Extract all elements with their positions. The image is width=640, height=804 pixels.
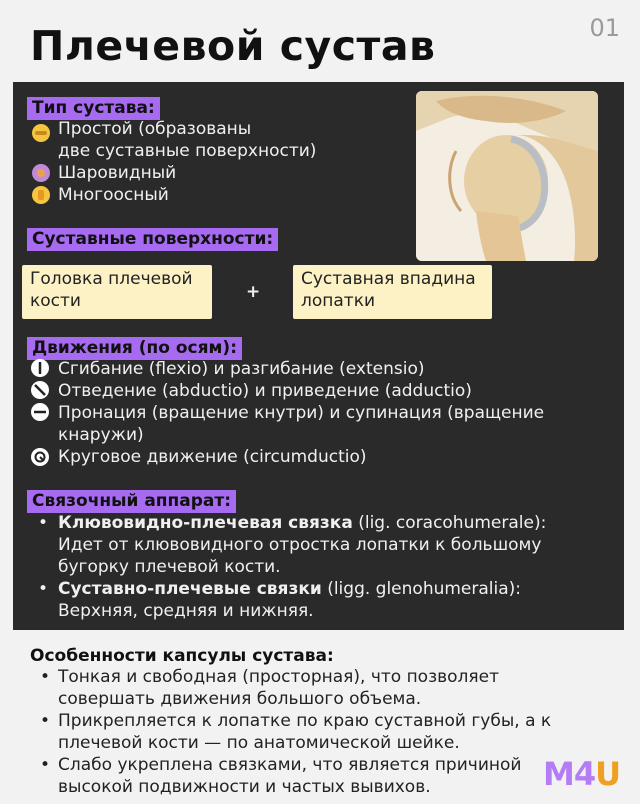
bone-icon bbox=[32, 124, 50, 142]
plus-sign: + bbox=[246, 282, 261, 302]
joint-type-heading: Тип сустава: bbox=[27, 97, 160, 120]
surfaces-heading: Суставные поверхности: bbox=[27, 228, 278, 251]
box-line: Головка плечевой bbox=[30, 269, 193, 289]
box-line: Суставная впадина bbox=[301, 269, 476, 289]
page-title: Плечевой сустав bbox=[30, 22, 436, 70]
capsule-line: совершать движения большого объема. bbox=[58, 689, 422, 709]
joint-type-line: две суставные поверхности) bbox=[58, 141, 317, 161]
box-line: кости bbox=[30, 291, 81, 311]
movements-heading: Движения (по осям): bbox=[27, 337, 242, 360]
ball-icon bbox=[32, 164, 50, 182]
ligament-latin: (ligg. glenohumeralia): bbox=[321, 579, 522, 599]
bullet: • bbox=[38, 513, 49, 533]
page-number: 01 bbox=[589, 14, 620, 42]
bullet: • bbox=[40, 755, 51, 775]
capsule-line: Тонкая и свободная (просторная), что позволяет bbox=[58, 667, 499, 687]
joint-type-line: Простой (образованы bbox=[58, 119, 252, 139]
box-line: лопатки bbox=[301, 291, 376, 311]
movement-line: Круговое движение (circumductio) bbox=[58, 447, 367, 467]
ligament-title bbox=[58, 578, 521, 600]
horizontal-axis-icon bbox=[31, 403, 49, 421]
joint-type-line: Многоосный bbox=[58, 185, 169, 205]
hand-icon bbox=[32, 186, 50, 204]
shoulder-joint-image bbox=[416, 91, 598, 261]
glenoid-cavity-box bbox=[293, 265, 492, 319]
capsule-line: Слабо укреплена связками, что является причиной bbox=[58, 755, 522, 775]
vertical-axis-icon bbox=[31, 359, 49, 377]
bullet: • bbox=[40, 711, 51, 731]
movement-line: Сгибание (flexio) и разгибание (extensio) bbox=[58, 359, 425, 379]
joint-type-line: Шаровидный bbox=[58, 163, 177, 183]
diagonal-axis-icon bbox=[31, 381, 49, 399]
capsule-line: высокой подвижности и частых вывихов. bbox=[58, 777, 431, 797]
ligament-title bbox=[58, 512, 546, 534]
movement-line: кнаружи) bbox=[58, 425, 144, 445]
bullet: • bbox=[40, 667, 51, 687]
ligament-latin: (lig. coracohumerale): bbox=[352, 513, 547, 533]
ligament-line: бугорку плечевой кости. bbox=[58, 557, 281, 577]
bullet: • bbox=[38, 579, 49, 599]
ligaments-heading: Связочный аппарат: bbox=[27, 490, 236, 513]
circular-motion-icon bbox=[31, 448, 49, 466]
movement-line: Отведение (abductio) и приведение (adductio) bbox=[58, 381, 472, 401]
logo-text-accent: U bbox=[595, 755, 621, 793]
ligament-line: Идет от клювовидного отростка лопатки к большому bbox=[58, 535, 542, 555]
capsule-line: Прикрепляется к лопатке по краю суставной губы, а к bbox=[58, 711, 552, 731]
movement-line: Пронация (вращение кнутри) и супинация (вращение bbox=[58, 403, 545, 423]
capsule-line: плечевой кости — по анатомической шейке. bbox=[58, 733, 460, 753]
humeral-head-box bbox=[22, 265, 212, 319]
capsule-heading: Особенности капсулы сустава: bbox=[30, 646, 334, 666]
logo-text: M4 bbox=[543, 755, 596, 793]
brand-logo bbox=[543, 755, 620, 793]
ligament-name: Клювовидно-плечевая связка bbox=[58, 513, 353, 533]
ligament-name: Суставно-плечевые связки bbox=[58, 579, 322, 599]
ligament-line: Верхняя, средняя и нижняя. bbox=[58, 601, 314, 621]
